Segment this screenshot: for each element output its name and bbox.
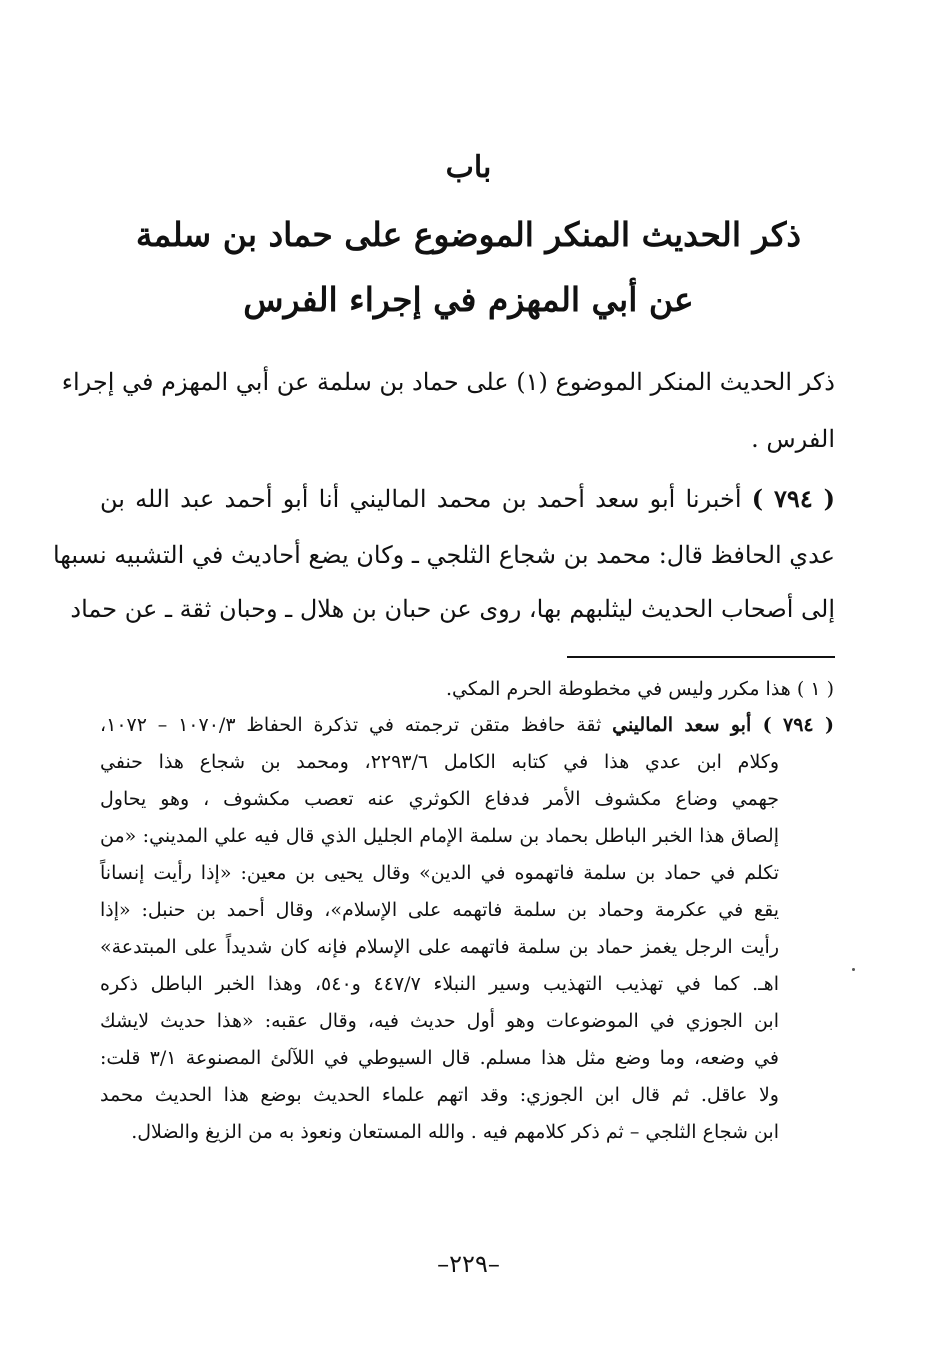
footnote-794-line-1-text: ثقة حافظ متقن ترجمته في تذكرة الحفاظ ١٠٧٠/٣ – ١٠٧٢، [100, 714, 602, 736]
chapter-title-line-2: عن أبي المهزم في إجراء الفرس [243, 280, 694, 319]
scan-speck [852, 968, 855, 971]
footnote-line: جهمي وضاع مكشوف الأمر فدفاع الكوثري عنه تعصب مكشوف ، وهو يحاول [100, 788, 779, 810]
intro-line-1: ذكر الحديث المنكر الموضوع (١) على حماد بن سلمة عن أبي المهزم في إجراء [61, 368, 835, 396]
footnote-line: إلصاق هذا الخبر الباطل بحماد بن سلمة الإمام الجليل الذي قال فيه علي المديني: «من [100, 825, 779, 847]
footnote-line: يقع في عكرمة وحماد بن سلمة فاتهمه على الإسلام»، وقال أحمد بن حنبل: «إذا [100, 899, 779, 921]
footnote-1: ( ١ ) هذا مكرر وليس في مخطوطة الحرم المكي. [446, 678, 834, 700]
page-number: –٢٢٩– [437, 1250, 500, 1278]
chapter-heading: باب [445, 150, 492, 185]
hadith-number: ( ٧٩٤ ) [751, 484, 835, 513]
footnote-line: وكلام ابن عدي هذا في كتابه الكامل ٢٢٩٣/٦، ومحمد بن شجاع هذا حنفي [100, 751, 779, 773]
footnote-794-label: ( ٧٩٤ ) أبو سعد الماليني [612, 714, 834, 736]
footnote-separator [567, 656, 835, 658]
hadith-line-1 [100, 484, 835, 513]
footnote-line: في وضعه، وما وضع مثل هذا مسلم. قال السيوطي في اللآلئ المصنوعة ٣/١ قلت: [100, 1047, 779, 1069]
footnote-line: ابن شجاع الثلجي – ثم ذكر كلامهم فيه . والله المستعان ونعوذ به من الزيغ والضلال. [131, 1121, 779, 1143]
footnote-line: ابن الجوزي في الموضوعات وهو أول حديث فيه، وقال عقبه: «هذا حديث لايشك [100, 1010, 779, 1032]
hadith-line-3: إلى أصحاب الحديث ليثلبهم بها، روى عن حبان بن هلال ـ وحبان ثقة ـ عن حماد [70, 595, 835, 623]
hadith-line-1-text: أخبرنا أبو سعد أحمد بن محمد الماليني أنا أبو أحمد عبد الله بن [100, 485, 742, 513]
footnote-line: ولا عاقل. ثم قال ابن الجوزي: وقد اتهم علماء الحديث بوضع هذا الحديث محمد [100, 1084, 779, 1106]
footnote-line: تكلم في حماد بن سلمة فاتهموه في الدين» وقال يحيى بن معين: «إذا رأيت إنساناً [100, 862, 779, 884]
hadith-line-2: عدي الحافظ قال: محمد بن شجاع الثلجي ـ وكان يضع أحاديث في التشبيه نسبها [52, 541, 835, 569]
chapter-title-line-1: ذكر الحديث المنكر الموضوع على حماد بن سلمة [135, 215, 802, 254]
footnote-line: اهـ. كما في تهذيب التهذيب وسير النبلاء ٤٤٧/٧ و٥٤٠، وهذا الخبر الباطل ذكره [100, 973, 779, 995]
footnote-794-line-1 [100, 714, 834, 736]
intro-line-2: الفرس . [751, 425, 835, 453]
footnote-line: رأيت الرجل يغمز حماد بن سلمة فاتهمه على الإسلام فإنه كان شديداً على المبتدعة» [100, 936, 779, 958]
